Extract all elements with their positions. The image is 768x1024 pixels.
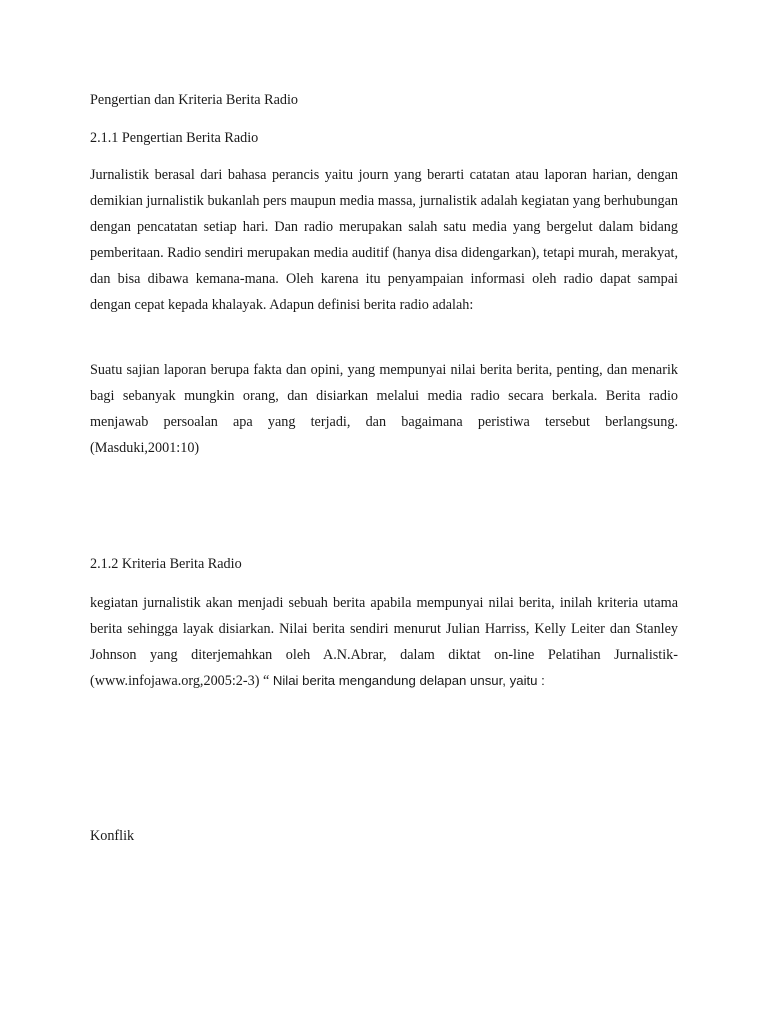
document-title: Pengertian dan Kriteria Berita Radio <box>90 92 299 108</box>
list-item-konflik: Konflik <box>90 828 135 844</box>
paragraph-nilai-berita-text: kegiatan jurnalistik akan menjadi sebuah berita apabila mempunyai nilai berita, inilah kriteria utama berita sehingga layak disiarkan. Nilai berita sendiri menurut Julian Harriss, Kelly Leiter dan Stanley Johnson yang diterjemahkan oleh A.N.Abrar, dalam diktat on-line Pelatihan Jurnalistik-(www.infojawa.org,2005:2-3) “ <box>90 595 678 689</box>
paragraph-nilai-berita <box>90 590 678 694</box>
section-heading-kriteria: 2.1.2 Kriteria Berita Radio <box>90 556 242 572</box>
section-heading-pengertian: 2.1.1 Pengertian Berita Radio <box>90 130 259 146</box>
paragraph-jurnalistik: Jurnalistik berasal dari bahasa perancis yaitu journ yang berarti catatan atau laporan harian, dengan demikian jurnalistik bukanlah pers maupun media massa, jurnalistik adalah kegiatan yang berhubungan dengan pencatatan setiap hari. Dan radio merupakan salah satu media yang bergelut dalam bidang pemberitaan. Radio sendiri merupakan media auditif (hanya disa didengarkan), tetapi murah, merakyat, dan bisa dibawa kemana-mana. Oleh karena itu penyampaian informasi oleh radio dapat sampai dengan cepat kepada khalayak. Adapun definisi berita radio adalah: <box>90 167 678 313</box>
paragraph-definisi-berita-radio: Suatu sajian laporan berupa fakta dan opini, yang mempunyai nilai berita berita, penting, dan menarik bagi sebanyak mungkin orang, dan disiarkan melalui media radio secara berkala. Berita radio menjawab persoalan apa yang terjadi, dan bagaimana peristiwa tersebut berlangsung. (Masduki,2001:10) <box>90 362 678 456</box>
paragraph-nilai-berita-tail: Nilai berita mengandung delapan unsur, yaitu : <box>272 673 545 688</box>
